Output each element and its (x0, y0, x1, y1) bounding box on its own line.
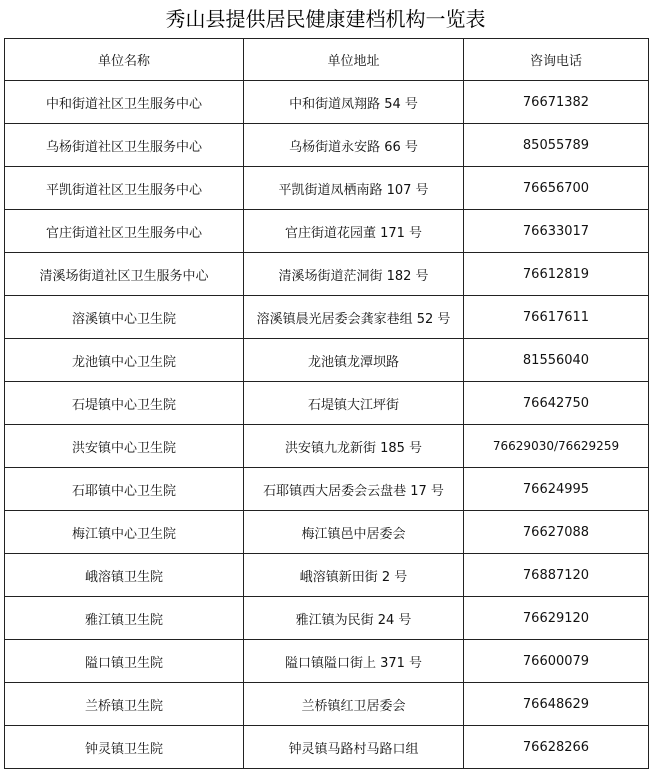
unit-address-cell: 龙池镇龙潭坝路 (244, 339, 464, 382)
unit-name-cell: 石耶镇中心卫生院 (5, 468, 244, 511)
table-row (5, 167, 649, 210)
unit-address-cell: 峨溶镇新田街 2 号 (244, 554, 464, 597)
unit-address-cell: 官庄街道花园董 171 号 (244, 210, 464, 253)
unit-name-cell: 乌杨街道社区卫生服务中心 (5, 124, 244, 167)
table-header-row (5, 39, 649, 81)
table-row (5, 726, 649, 769)
unit-address-cell: 石耶镇西大居委会云盘巷 17 号 (244, 468, 464, 511)
unit-address-cell: 钟灵镇马路村马路口组 (244, 726, 464, 769)
unit-address-cell: 乌杨街道永安路 66 号 (244, 124, 464, 167)
table-row (5, 296, 649, 339)
unit-address-cell: 兰桥镇红卫居委会 (244, 683, 464, 726)
phone-cell: 76656700 (464, 167, 649, 210)
table-row (5, 683, 649, 726)
unit-name-cell: 中和街道社区卫生服务中心 (5, 81, 244, 124)
header-phone: 咨询电话 (464, 39, 649, 81)
unit-address-cell: 溶溪镇晨光居委会龚家巷组 52 号 (244, 296, 464, 339)
institution-table (4, 38, 649, 769)
header-unit-name: 单位名称 (5, 39, 244, 81)
phone-cell: 76600079 (464, 640, 649, 683)
phone-cell: 76612819 (464, 253, 649, 296)
phone-cell: 76624995 (464, 468, 649, 511)
table-row (5, 210, 649, 253)
table-row (5, 425, 649, 468)
unit-name-cell: 清溪场街道社区卫生服务中心 (5, 253, 244, 296)
phone-cell: 76887120 (464, 554, 649, 597)
phone-cell: 76642750 (464, 382, 649, 425)
unit-name-cell: 洪安镇中心卫生院 (5, 425, 244, 468)
unit-name-cell: 梅江镇中心卫生院 (5, 511, 244, 554)
unit-name-cell: 石堤镇中心卫生院 (5, 382, 244, 425)
unit-address-cell: 石堤镇大江坪街 (244, 382, 464, 425)
table-row (5, 511, 649, 554)
unit-name-cell: 官庄街道社区卫生服务中心 (5, 210, 244, 253)
table-row (5, 597, 649, 640)
phone-cell: 81556040 (464, 339, 649, 382)
table-row (5, 554, 649, 597)
table-row (5, 468, 649, 511)
table-row (5, 382, 649, 425)
unit-name-cell: 隘口镇卫生院 (5, 640, 244, 683)
table-row (5, 339, 649, 382)
unit-name-cell: 兰桥镇卫生院 (5, 683, 244, 726)
phone-cell: 76627088 (464, 511, 649, 554)
phone-cell: 76629030/76629259 (464, 425, 649, 468)
unit-address-cell: 中和街道凤翔路 54 号 (244, 81, 464, 124)
unit-name-cell: 峨溶镇卫生院 (5, 554, 244, 597)
unit-name-cell: 溶溪镇中心卫生院 (5, 296, 244, 339)
phone-cell: 76629120 (464, 597, 649, 640)
unit-address-cell: 平凯街道凤栖南路 107 号 (244, 167, 464, 210)
unit-address-cell: 雅江镇为民街 24 号 (244, 597, 464, 640)
phone-cell: 76671382 (464, 81, 649, 124)
unit-address-cell: 隘口镇隘口街上 371 号 (244, 640, 464, 683)
phone-cell: 85055789 (464, 124, 649, 167)
page-title: 秀山县提供居民健康建档机构一览表 (165, 7, 486, 31)
header-unit-address: 单位地址 (244, 39, 464, 81)
table-row (5, 81, 649, 124)
phone-cell: 76617611 (464, 296, 649, 339)
phone-cell: 76648629 (464, 683, 649, 726)
unit-address-cell: 梅江镇邑中居委会 (244, 511, 464, 554)
unit-address-cell: 洪安镇九龙新街 185 号 (244, 425, 464, 468)
phone-cell: 76628266 (464, 726, 649, 769)
table-row (5, 640, 649, 683)
table-row (5, 253, 649, 296)
unit-name-cell: 平凯街道社区卫生服务中心 (5, 167, 244, 210)
unit-name-cell: 雅江镇卫生院 (5, 597, 244, 640)
unit-name-cell: 钟灵镇卫生院 (5, 726, 244, 769)
unit-name-cell: 龙池镇中心卫生院 (5, 339, 244, 382)
table-row (5, 124, 649, 167)
unit-address-cell: 清溪场街道茫洞街 182 号 (244, 253, 464, 296)
phone-cell: 76633017 (464, 210, 649, 253)
